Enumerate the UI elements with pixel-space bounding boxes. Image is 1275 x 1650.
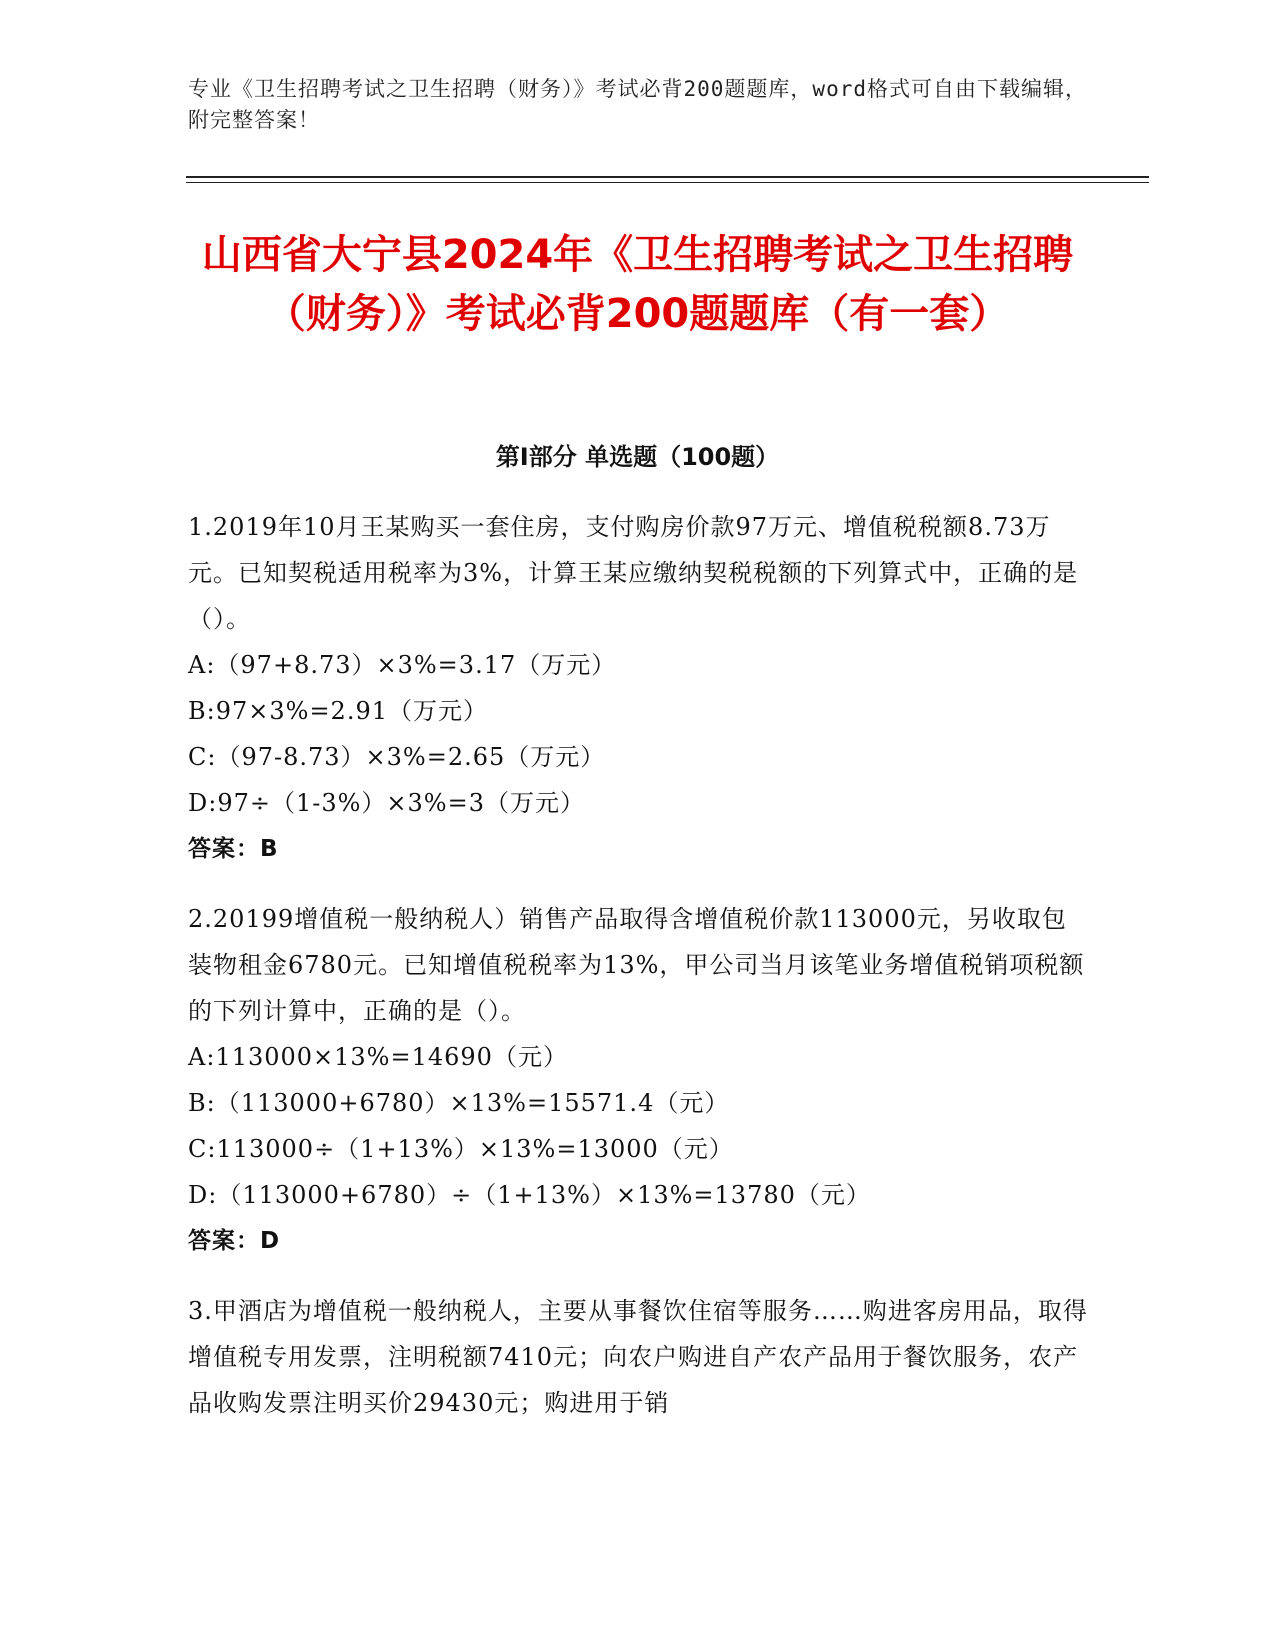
option-a: A:113000×13%=14690（元） <box>188 1043 568 1071</box>
option-a: A:（97+8.73）×3%=3.17（万元） <box>188 651 617 679</box>
option-d: D:97÷（1-3%）×3%=3（万元） <box>188 789 585 817</box>
header-divider-thick <box>186 176 1149 178</box>
document-title: 山西省大宁县2024年《卫生招聘考试之卫生招聘（财务）》考试必背200题题库（有一套） <box>201 232 1074 337</box>
header-divider-thin <box>186 182 1149 183</box>
section-title: 第Ⅰ部分 单选题（100题） <box>495 443 780 471</box>
question-stem: 3.甲酒店为增值税一般纳税人，主要从事餐饮住宿等服务……购进客房用品，取得增值税专用发票，注明税额7410元；向农户购进自产农产品用于餐饮服务，农产品收购发票注明买价29430元；购进用于销 <box>188 1297 1088 1417</box>
question-3 <box>188 1288 1088 1426</box>
option-c: C:（97-8.73）×3%=2.65（万元） <box>188 743 606 771</box>
answer: 答案：B <box>188 836 279 862</box>
answer: 答案：D <box>188 1228 281 1254</box>
option-b: B:（113000+6780）×13%=15571.4（元） <box>188 1089 730 1117</box>
question-stem: 1.2019年10月王某购买一套住房，支付购房价款97万元、增值税税额8.73万元。已知契税适用税率为3%，计算王某应缴纳契税税额的下列算式中，正确的是（）。 <box>188 513 1079 633</box>
question-1 <box>188 504 1088 872</box>
question-stem: 2.20199增值税一般纳税人）销售产品取得含增值税价款113000元，另收取包装物租金6780元。已知增值税税率为13%，甲公司当月该笔业务增值税销项税额的下列计算中，正确的是（）。 <box>188 905 1085 1025</box>
header-note: 专业《卫生招聘考试之卫生招聘（财务）》考试必背200题题库，word格式可自由下载编辑，附完整答案！ <box>188 77 1087 132</box>
question-2 <box>188 896 1088 1264</box>
option-b: B:97×3%=2.91（万元） <box>188 697 488 725</box>
option-c: C:113000÷（1+13%）×13%=13000（元） <box>188 1135 734 1163</box>
option-d: D:（113000+6780）÷（1+13%）×13%=13780（元） <box>188 1181 871 1209</box>
